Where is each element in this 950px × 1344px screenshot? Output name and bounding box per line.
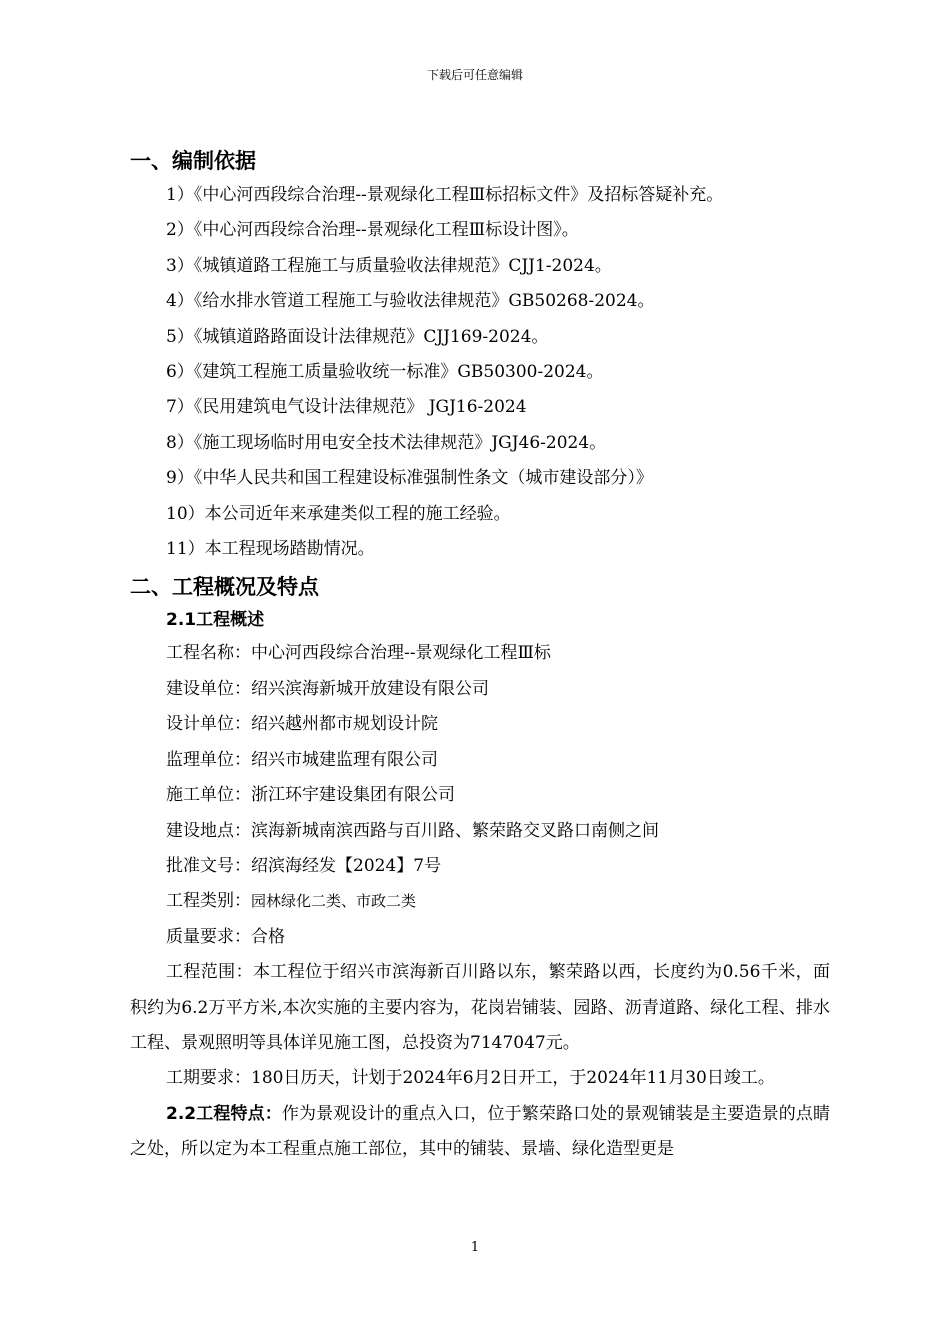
basis-item: 6）《建筑工程施工质量验收统一标准》GB50300-2024。 [166, 362, 604, 383]
scope-paragraph: 工程范围：本工程位于绍兴市滨海新百川路以东，繁荣路以西，长度约为0.56千米，面积约为6.2万平方米,本次实施的主要内容为，花岗岩铺装、园路、沥青道路、绿化工程、排水工程、景观照明等具体详见施工图，总投资为7147047元。 [130, 962, 830, 1053]
section-1-title: 一、编制依据 [130, 149, 256, 173]
basis-item: 2）《中心河西段综合治理--景观绿化工程Ⅲ标设计图》。 [166, 220, 579, 241]
basis-item: 11）本工程现场踏勘情况。 [166, 539, 375, 560]
section-2-title: 二、工程概况及特点 [130, 575, 319, 600]
feature-text: 作为景观设计的重点入口，位于繁荣路口处的景观铺装是主要造景的点睛之处，所以定为本工程重点施工部位，其中的铺装、景墙、绿化造型更是 [130, 1103, 830, 1160]
project-info-line: 建设单位：绍兴滨海新城开放建设有限公司 [166, 678, 489, 699]
page-header: 下载后可任意编辑 [426, 68, 523, 82]
document-body [130, 144, 830, 1168]
period-paragraph: 工期要求：180日历天，计划于2024年6月2日开工，于2024年11月30日竣工。 [166, 1068, 775, 1089]
basis-item: 4）《给水排水管道工程施工与验收法律规范》GB50268-2024。 [166, 291, 655, 312]
basis-item: 9）《中华人民共和国工程建设标准强制性条文（城市建设部分）》 [166, 468, 653, 489]
project-info-line: 施工单位：浙江环宇建设集团有限公司 [166, 785, 455, 806]
quality-line: 质量要求：合格 [166, 926, 285, 947]
page-number: 1 [470, 1240, 480, 1255]
feature-paragraph [130, 1097, 830, 1168]
basis-item: 3）《城镇道路工程施工与质量验收法律规范》CJJ1-2024。 [166, 255, 612, 276]
basis-item: 7）《民用建筑电气设计法律规范》 JGJ16-2024 [166, 397, 527, 418]
basis-item: 1）《中心河西段综合治理--景观绿化工程Ⅲ标招标文件》及招标答疑补充。 [166, 185, 724, 205]
project-type-line [130, 884, 830, 919]
project-info-line: 监理单位：绍兴市城建监理有限公司 [166, 749, 438, 770]
basis-item: 10）本公司近年来承建类似工程的施工经验。 [166, 503, 511, 524]
project-info-line: 建设地点：滨海新城南滨西路与百川路、繁荣路交叉路口南侧之间 [166, 820, 659, 841]
project-info-line: 工程名称：中心河西段综合治理--景观绿化工程Ⅲ标 [166, 643, 551, 664]
basis-item: 5）《城镇道路路面设计法律规范》CJJ169-2024。 [166, 326, 549, 347]
project-info-line: 设计单位：绍兴越州都市规划设计院 [166, 714, 438, 735]
project-type-value: 园林绿化二类、市政二类 [251, 892, 417, 911]
project-info-line: 批准文号：绍滨海经发【2024】7号 [166, 855, 442, 876]
basis-item: 8）《施工现场临时用电安全技术法律规范》JGJ46-2024。 [166, 432, 607, 453]
subsection-2-1-title: 2.1工程概述 [166, 610, 265, 631]
feature-label: 2.2工程特点： [166, 1103, 282, 1124]
project-type-label: 工程类别： [166, 891, 251, 912]
